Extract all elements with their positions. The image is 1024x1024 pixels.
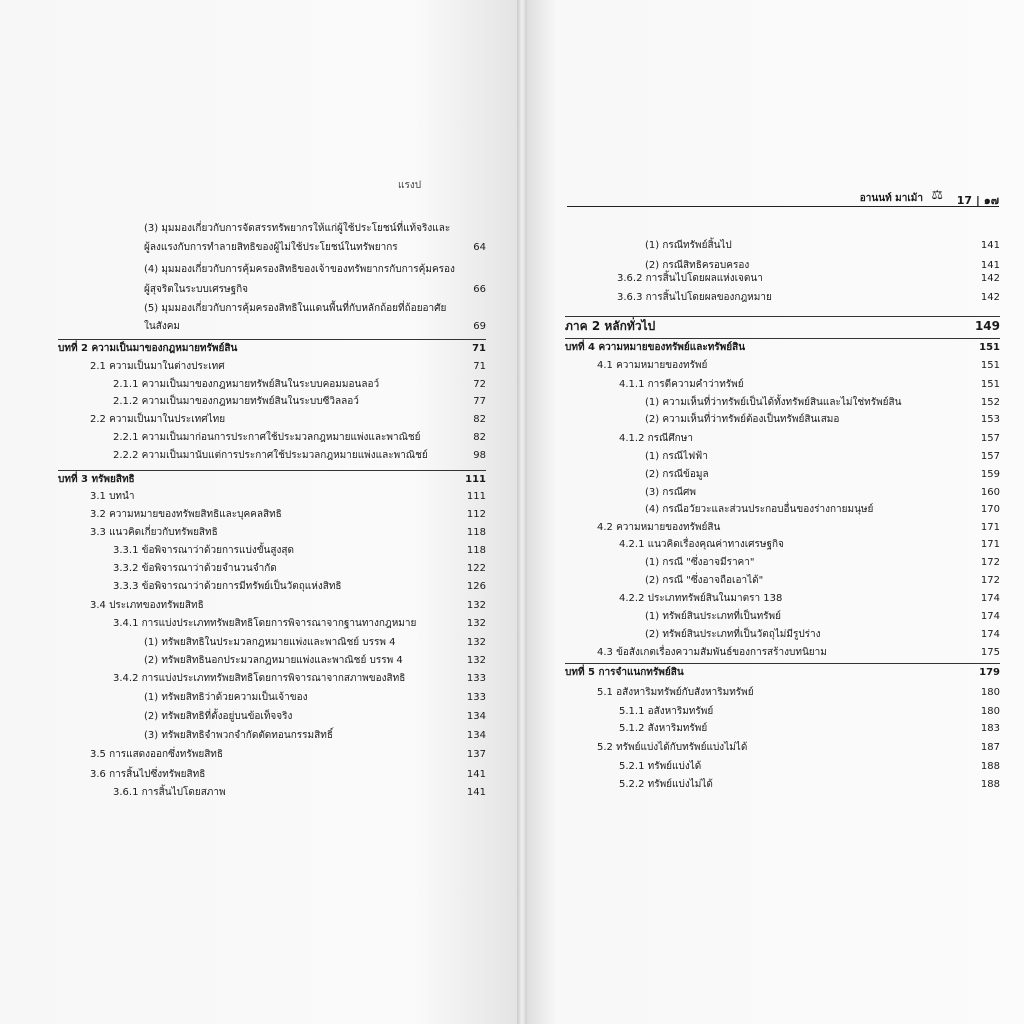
entry-title: 3.6.3 การสิ้นไปโดยผลของกฎหมาย [617,292,772,303]
entry-page-number: 160 [980,487,1000,498]
entry-page-number: 66 [473,284,486,295]
entry-page-number: 175 [980,647,1000,658]
entry-title: (1) ความเห็นที่ว่าทรัพย์เป็นได้ทั้งทรัพย์สินและไม่ใช่ทรัพย์สิน [645,397,902,408]
entry-page-number: 141 [466,769,486,780]
entry-page-number: 141 [980,240,1000,251]
entry-page-number: 77 [473,396,486,407]
scales-icon: ⚖ [931,188,943,203]
entry-title: 4.2.2 ประเภททรัพย์สินในมาตรา 138 [619,593,783,604]
entry-page-number: 141 [980,260,1000,271]
entry-title: 2.2.1 ความเป็นมาก่อนการประกาศใช้ประมวลกฎหมายแพ่งและพาณิชย์ [113,432,421,443]
entry-title: บทที่ 4 ความหมายของทรัพย์และทรัพย์สิน [565,342,746,353]
entry-title: (2) ทรัพยสิทธิที่ตั้งอยู่บนข้อเท็จจริง [144,711,293,722]
entry-page-number: 118 [466,527,486,538]
entry-page-number: 133 [466,673,486,684]
entry-title: 4.1.2 กรณีศึกษา [619,433,693,444]
entry-title: (1) ทรัพยสิทธิในประมวลกฎหมายแพ่งและพาณิชย์ บรรพ 4 [144,637,396,648]
right-section-rule [565,663,1000,664]
entry-page-number: 132 [466,618,486,629]
entry-page-number: 151 [980,360,1000,371]
entry-title: 5.2.1 ทรัพย์แบ่งได้ [619,761,702,772]
entry-page-number: 174 [980,611,1000,622]
entry-page-number: 151 [979,342,1000,353]
entry-title: 5.2 ทรัพย์แบ่งได้กับทรัพย์แบ่งไม่ได้ [597,742,748,753]
entry-title: 3.4.2 การแบ่งประเภททรัพยสิทธิโดยการพิจารณาจากสภาพของสิทธิ [113,673,406,684]
entry-title: (1) ทรัพย์สินประเภทที่เป็นทรัพย์ [645,611,781,622]
entry-title: 2.1.2 ความเป็นมาของกฎหมายทรัพย์สินในระบบซีวิลลอว์ [113,396,359,407]
entry-title: ผู้ลงแรงกับการทำลายสิทธิของผู้ไม่ใช้ประโยชน์ในทรัพยากร [144,242,398,253]
entry-page-number: 71 [473,361,486,372]
entry-page-number: 82 [473,432,486,443]
entry-title: 3.1 บทนำ [90,491,135,502]
entry-title: (4) มุมมองเกี่ยวกับการคุ้มครองสิทธิของเจ้าของทรัพยากรกับการคุ้มครอง [144,264,455,275]
entry-title: 3.3.1 ข้อพิจารณาว่าด้วยการแบ่งขั้นสูงสุด [113,545,294,556]
entry-title: (3) ทรัพยสิทธิจำพวกจำกัดตัดทอนกรรมสิทธิ์ [144,730,333,741]
entry-page-number: 112 [466,509,486,520]
entry-title: (2) กรณีสิทธิครอบครอง [645,260,750,271]
entry-page-number: 82 [473,414,486,425]
entry-title: 3.6.1 การสิ้นไปโดยสภาพ [113,787,226,798]
entry-title: 2.2 ความเป็นมาในประเทศไทย [90,414,226,425]
entry-page-number: 153 [980,414,1000,425]
entry-title: 4.2 ความหมายของทรัพย์สิน [597,522,721,533]
entry-page-number: 159 [980,469,1000,480]
entry-page-number: 157 [980,451,1000,462]
entry-page-number: 118 [466,545,486,556]
entry-title: 5.1.1 อสังหาริมทรัพย์ [619,706,714,717]
entry-page-number: 174 [980,593,1000,604]
entry-title: 3.6 การสิ้นไปซึ่งทรัพยสิทธิ [90,769,206,780]
entry-title: 5.2.2 ทรัพย์แบ่งไม่ได้ [619,779,713,790]
entry-title: 5.1.2 สังหาริมทรัพย์ [619,723,708,734]
entry-title: (1) ทรัพยสิทธิว่าด้วยความเป็นเจ้าของ [144,692,308,703]
entry-title: ผู้สุจริตในระบบเศรษฐกิจ [144,284,249,295]
entry-title: 2.1 ความเป็นมาในต่างประเทศ [90,361,225,372]
entry-page-number: 141 [466,787,486,798]
entry-page-number: 132 [466,655,486,666]
entry-page-number: 126 [466,581,486,592]
entry-title: (3) กรณีศพ [645,487,696,498]
entry-page-number: 111 [466,491,486,502]
entry-title: บทที่ 2 ความเป็นมาของกฎหมายทรัพย์สิน [58,343,238,354]
entry-page-number: 170 [980,504,1000,515]
entry-page-number: 134 [466,730,486,741]
entry-page-number: 171 [980,539,1000,550]
entry-page-number: 151 [980,379,1000,390]
left-running-header: แรงป [398,180,422,191]
left-section-rule [58,470,486,471]
entry-title: 4.2.1 แนวคิดเรื่องคุณค่าทางเศรษฐกิจ [619,539,784,550]
entry-page-number: 111 [465,474,486,485]
entry-page-number: 172 [980,575,1000,586]
entry-title: (1) กรณีไฟฟ้า [645,451,708,462]
entry-page-number: 180 [980,687,1000,698]
right-running-header [567,190,999,207]
right-section-rule [565,316,1000,317]
entry-title: (2) ทรัพย์สินประเภทที่เป็นวัตถุไม่มีรูปร่าง [645,629,821,640]
entry-title: 3.5 การแสดงออกซึ่งทรัพยสิทธิ [90,749,223,760]
entry-title: (2) กรณี "ซึ่งอาจถือเอาได้" [645,575,764,586]
entry-title: 3.4 ประเภทของทรัพยสิทธิ [90,600,204,611]
entry-page-number: 157 [980,433,1000,444]
entry-title: 4.1.1 การตีความคำว่าทรัพย์ [619,379,744,390]
entry-page-number: 69 [473,321,486,332]
entry-title: (2) ทรัพยสิทธินอกประมวลกฎหมายแพ่งและพาณิชย์ บรรพ 4 [144,655,403,666]
entry-page-number: 72 [473,379,486,390]
entry-page-number: 142 [980,292,1000,303]
entry-page-number: 187 [980,742,1000,753]
entry-page-number: 188 [980,761,1000,772]
entry-title: ภาค 2 หลักทั่วไป [565,319,656,333]
entry-title: 3.3.2 ข้อพิจารณาว่าด้วยจำนวนจำกัด [113,563,277,574]
page-number: 17 | ๑๗ [956,194,999,207]
entry-page-number: 180 [980,706,1000,717]
entry-title: 4.3 ข้อสังเกตเรื่องความสัมพันธ์ของการสร้างบทนิยาม [597,647,827,658]
entry-page-number: 142 [980,273,1000,284]
entry-page-number: 172 [980,557,1000,568]
right-section-rule [565,338,1000,339]
entry-title: 3.6.2 การสิ้นไปโดยผลแห่งเจตนา [617,273,763,284]
book-gutter [517,0,527,1024]
entry-title: 2.2.2 ความเป็นมานับแต่การประกาศใช้ประมวลกฎหมายแพ่งและพาณิชย์ [113,450,428,461]
entry-page-number: 188 [980,779,1000,790]
entry-title: 5.1 อสังหาริมทรัพย์กับสังหาริมทรัพย์ [597,687,754,698]
entry-page-number: 122 [466,563,486,574]
author-name: อานนท์ มาเม้า [859,193,923,204]
entry-title: (2) ความเห็นที่ว่าทรัพย์ต้องเป็นทรัพย์สินเสมอ [645,414,840,425]
entry-page-number: 71 [472,343,486,354]
entry-title: บทที่ 5 การจำแนกทรัพย์สิน [565,667,684,678]
entry-title: (1) กรณีทรัพย์สิ้นไป [645,240,732,251]
entry-page-number: 132 [466,600,486,611]
entry-title: บทที่ 3 ทรัพยสิทธิ [58,474,135,485]
entry-page-number: 179 [979,667,1000,678]
entry-page-number: 98 [473,450,486,461]
entry-page-number: 137 [466,749,486,760]
entry-title: 4.1 ความหมายของทรัพย์ [597,360,708,371]
entry-title: (2) กรณีข้อมูล [645,469,709,480]
left-section-rule [58,339,486,340]
entry-title: (1) กรณี "ซึ่งอาจมีราคา" [645,557,755,568]
entry-title: (3) มุมมองเกี่ยวกับการจัดสรรทรัพยากรให้แก่ผู้ใช้ประโยชน์ที่แท้จริงและ [144,223,451,234]
entry-page-number: 171 [980,522,1000,533]
entry-page-number: 132 [466,637,486,648]
entry-title: 2.1.1 ความเป็นมาของกฎหมายทรัพย์สินในระบบคอมมอนลอว์ [113,379,380,390]
entry-title: ในสังคม [144,321,180,332]
entry-title: 3.4.1 การแบ่งประเภททรัพยสิทธิโดยการพิจารณาจากฐานทางกฎหมาย [113,618,417,629]
entry-title: (5) มุมมองเกี่ยวกับการคุ้มครองสิทธิในแดนพื้นที่กับหลักถ้อยที่ถ้อยอาศัย [144,303,447,314]
entry-page-number: 174 [980,629,1000,640]
entry-page-number: 149 [974,319,1000,333]
entry-page-number: 133 [466,692,486,703]
entry-page-number: 152 [980,397,1000,408]
right-page [527,0,1024,1024]
entry-title: 3.2 ความหมายของทรัพยสิทธิและบุคคลสิทธิ [90,509,282,520]
entry-title: 3.3.3 ข้อพิจารณาว่าด้วยการมีทรัพย์เป็นวัตถุแห่งสิทธิ [113,581,342,592]
entry-page-number: 183 [980,723,1000,734]
entry-title: (4) กรณีอวัยวะและส่วนประกอบอื่นของร่างกายมนุษย์ [645,504,874,515]
entry-page-number: 64 [473,242,486,253]
entry-page-number: 134 [466,711,486,722]
entry-title: 3.3 แนวคิดเกี่ยวกับทรัพยสิทธิ [90,527,218,538]
